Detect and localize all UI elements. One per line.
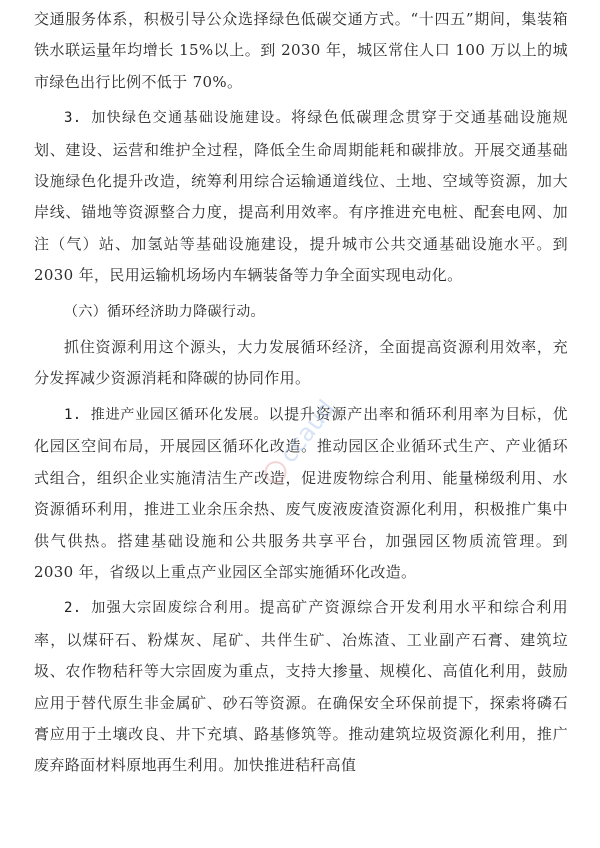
paragraph-text: 将绿色低碳理念贯穿于交通基础设施规划、建设、运营和维护全过程，降低全生命周期能耗和碳排放。开展交通基础设施绿色化提升改造，统筹利用综合运输通道线位、土地、空域等资源，加大岸线、锚地等资源整合力度，提高利用效率。有序推进充电桩、配套电网、加注（气）站、加氢站等基础设施建设，提升城市公共交通基础设施水平。到 2030 年，民用运输机场场内车辆装备等力争全面实现电动化。 (34, 108, 569, 285)
paragraph-text: 抓住资源利用这个源头，大力发展循环经济，全面提高资源利用效率，充分发挥减少资源消耗和降碳的协同作用。 (34, 338, 568, 388)
section-heading-circular-economy (34, 296, 568, 328)
item-heading: 3. 加快绿色交通基础设施建设。 (64, 110, 291, 127)
paragraph-solid-waste (34, 592, 568, 781)
paragraph-text: 交通服务体系，积极引导公众选择绿色低碳交通方式。“十四五”期间，集装箱铁水联运量年均增长 15%以上。到 2030 年，城区常住人口 100 万以上的城市绿色出行比例不低于 70%。 (34, 10, 568, 91)
paragraph-resource-utilization (34, 332, 568, 395)
paragraph-transport-continuation (34, 4, 568, 98)
paragraph-green-transport-infrastructure (34, 102, 568, 291)
paragraph-text: 提高矿产资源综合开发利用水平和综合利用率，以煤矸石、粉煤灰、尾矿、共伴生矿、冶炼渣、工业副产石膏、建筑垃圾、农作物秸秆等大宗固废为重点，支持大掺量、规模化、高值化利用，鼓励应用于替代原生非金属矿、砂石等资源。在确保安全环保前提下，探索将磷石膏应用于土壤改良、井下充填、路基修筑等。推动建筑垃圾资源化利用，推广废弃路面材料原地再生利用。加快推进秸秆高值 (34, 598, 568, 775)
watermark-text: ccaud (274, 394, 341, 469)
document-body (34, 4, 568, 786)
item-heading: 1. 推进产业园区循环化发展。 (64, 406, 269, 423)
paragraph-industrial-parks (34, 399, 568, 588)
section-heading: （六）循环经济助力降碳行动。 (64, 303, 265, 320)
paragraph-text: 以提升资源产出率和循环利用率为目标，优化园区空间布局，开展园区循环化改造。推动园区企业循环式生产、产业循环式组合，组织企业实施清洁生产改造，促进废物综合利用、能量梯级利用、水资源循环利用，推进工业余压余热、废气废液废渣资源化利用，积极推广集中供气供热。搭建基础设施和公共服务共享平台，加强园区物质流管理。到 2030 年，省级以上重点产业园区全部实施循环化改造。 (34, 404, 568, 581)
item-heading: 2. 加强大宗固废综合利用。 (64, 600, 260, 617)
